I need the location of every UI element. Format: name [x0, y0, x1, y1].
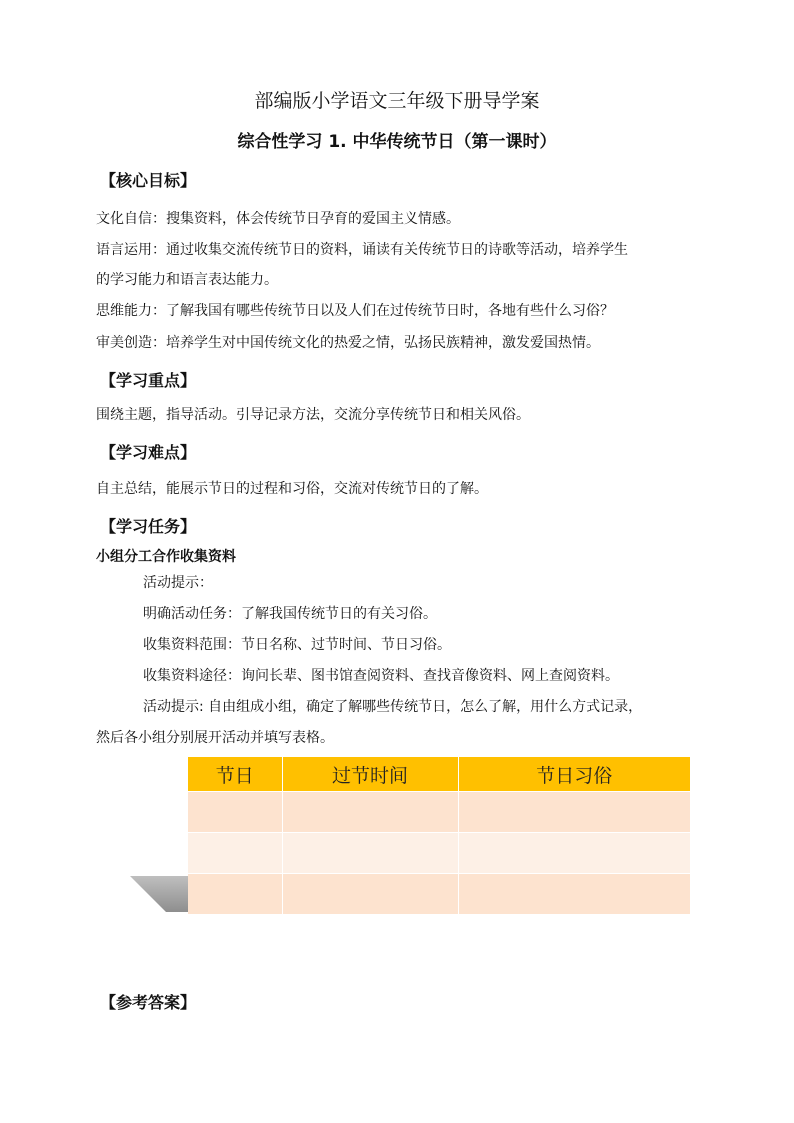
- goal-line: 语言运用：通过收集交流传统节日的资料，诵读有关传统节日的诗歌等活动，培养学生: [96, 242, 628, 258]
- tasks-subheading: 小组分工合作收集资料: [96, 549, 236, 565]
- section-heading-key-points: 【学习重点】: [100, 371, 197, 390]
- document-title: 部编版小学语文三年级下册导学案: [254, 90, 540, 112]
- difficulties-text: 自主总结，能展示节日的过程和习俗，交流对传统节日的了解。: [96, 481, 488, 497]
- table-row: [188, 833, 690, 874]
- goal-line: 的学习能力和语言表达能力。: [96, 272, 278, 288]
- task-line: 然后各小组分别展开活动并填写表格。: [96, 730, 334, 746]
- table-shadow-decoration: [130, 876, 190, 912]
- document-subtitle: 综合性学习 1. 中华传统节日（第一课时）: [237, 132, 557, 152]
- section-heading-goals: 【核心目标】: [100, 171, 197, 190]
- task-line: 活动提示: 自由组成小组，确定了解哪些传统节日，怎么了解，用什么方式记录，: [143, 699, 643, 715]
- key-points-text: 围绕主题，指导活动。引导记录方法，交流分享传统节日和相关风俗。: [96, 407, 530, 423]
- task-line: 收集资料范围：节日名称、过节时间、节日习俗。: [143, 637, 451, 653]
- table-cell[interactable]: [188, 792, 282, 833]
- table-cell[interactable]: [458, 792, 690, 833]
- festival-customs-table: [188, 757, 690, 914]
- section-heading-difficulties: 【学习难点】: [100, 443, 197, 462]
- table-cell[interactable]: [282, 833, 458, 874]
- goal-line: 思维能力：了解我国有哪些传统节日以及人们在过传统节日时，各地有些什么习俗？: [96, 303, 614, 319]
- table-cell[interactable]: [458, 833, 690, 874]
- table-cell[interactable]: [282, 874, 458, 915]
- table-row: [188, 792, 690, 833]
- table-header-festival: 节日: [188, 757, 282, 792]
- task-line: 收集资料途径：询问长辈、图书馆查阅资料、查找音像资料、网上查阅资料。: [143, 668, 619, 684]
- task-line: 明确活动任务：了解我国传统节日的有关习俗。: [143, 606, 437, 622]
- table-cell[interactable]: [188, 833, 282, 874]
- table-header-time: 过节时间: [282, 757, 458, 792]
- table-row: [188, 874, 690, 915]
- task-line: 活动提示：: [143, 575, 213, 591]
- table-header-customs: 节日习俗: [458, 757, 690, 792]
- section-heading-tasks: 【学习任务】: [100, 517, 197, 536]
- table-cell[interactable]: [458, 874, 690, 915]
- table-cell[interactable]: [282, 792, 458, 833]
- section-heading-answers: 【参考答案】: [100, 993, 197, 1012]
- goal-line: 文化自信：搜集资料，体会传统节日孕育的爱国主义情感。: [96, 211, 460, 227]
- table-cell[interactable]: [188, 874, 282, 915]
- table-header-row: [188, 757, 690, 792]
- goal-line: 审美创造：培养学生对中国传统文化的热爱之情，弘扬民族精神，激发爱国热情。: [96, 335, 600, 351]
